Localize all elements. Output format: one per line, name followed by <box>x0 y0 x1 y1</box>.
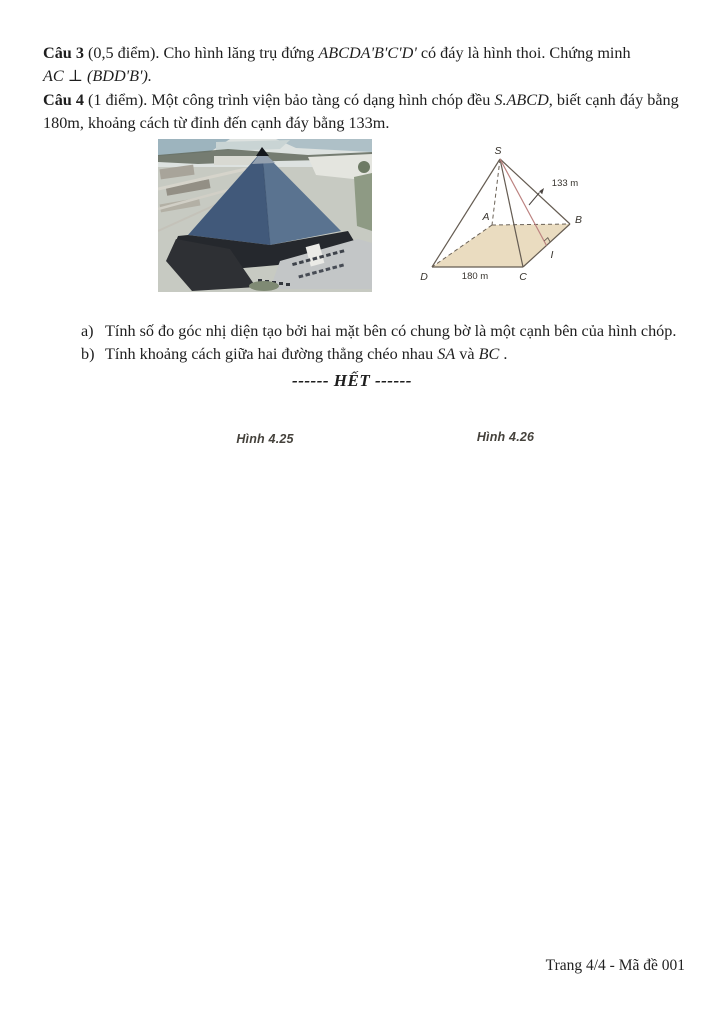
photo-green-patch <box>249 281 279 291</box>
part-b-text-before: Tính khoảng cách giữa hai đường thẳng chéo nhau <box>105 345 438 363</box>
q4-line-2: 180m, khoảng cách từ đỉnh đến cạnh đáy bằng 133m. <box>43 114 390 133</box>
pyramid-diagram <box>413 138 613 290</box>
q3-tail: có đáy là hình thoi. Chứng minh <box>416 44 631 62</box>
part-a-text: Tính số đo góc nhị diện tạo bởi hai mặt bên có chung bờ là một cạnh bên của hình chóp. <box>105 322 677 340</box>
question-parts <box>81 320 711 366</box>
part-b-text <box>105 343 507 366</box>
label-B: B <box>575 214 583 226</box>
part-b-text-end: . <box>499 345 508 363</box>
pyramid-photo <box>158 139 372 292</box>
q4-tail: , biết cạnh đáy bằng <box>548 90 679 109</box>
q3-formula: AC ⊥ (BDD'B'). <box>43 67 152 86</box>
label-D: D <box>420 271 428 283</box>
q4-label: Câu 4 <box>43 90 84 109</box>
q4-line-1 <box>43 89 703 112</box>
page-footer: Trang 4/4 - Mã đề 001 <box>545 957 685 974</box>
part-b-math-BC: BC <box>478 345 500 363</box>
label-133m: 133 m <box>551 178 579 189</box>
photo-caption: Hình 4.25 <box>236 432 294 446</box>
leader-arrowhead <box>539 188 544 194</box>
figure-photo <box>158 139 372 292</box>
q3-label: Câu 3 <box>43 44 84 62</box>
part-a <box>81 320 711 343</box>
q4-intro: (1 điểm). Một công trình viện bảo tàng có dạng hình chóp đều <box>83 90 495 109</box>
label-A: A <box>482 211 490 223</box>
part-a-marker: a) <box>81 322 94 340</box>
end-marker: ------ HẾT ------ <box>292 371 412 390</box>
part-b <box>81 343 711 366</box>
q3-intro: (0,5 điểm). Cho hình lăng trụ đứng <box>83 44 319 62</box>
diagram-caption: Hình 4.26 <box>476 430 535 444</box>
label-C: C <box>519 271 527 283</box>
label-S: S <box>494 145 502 157</box>
q3-line-1 <box>43 42 703 65</box>
diagram-base-face <box>432 224 570 267</box>
question-text-block <box>43 42 703 136</box>
label-I: I <box>550 249 554 261</box>
photo-trees-corner <box>358 161 370 173</box>
label-180m: 180 m <box>461 271 489 282</box>
leader-line <box>529 193 540 206</box>
part-b-text-mid: và <box>455 345 479 363</box>
q3-math-prism: ABCDA'B'C'D' <box>318 44 417 62</box>
q3-line-2 <box>43 65 703 88</box>
part-b-marker: b) <box>81 345 95 363</box>
part-b-math-SA: SA <box>437 345 456 363</box>
figure-diagram <box>413 138 613 290</box>
q4-math-pyramid: S.ABCD <box>494 90 549 109</box>
